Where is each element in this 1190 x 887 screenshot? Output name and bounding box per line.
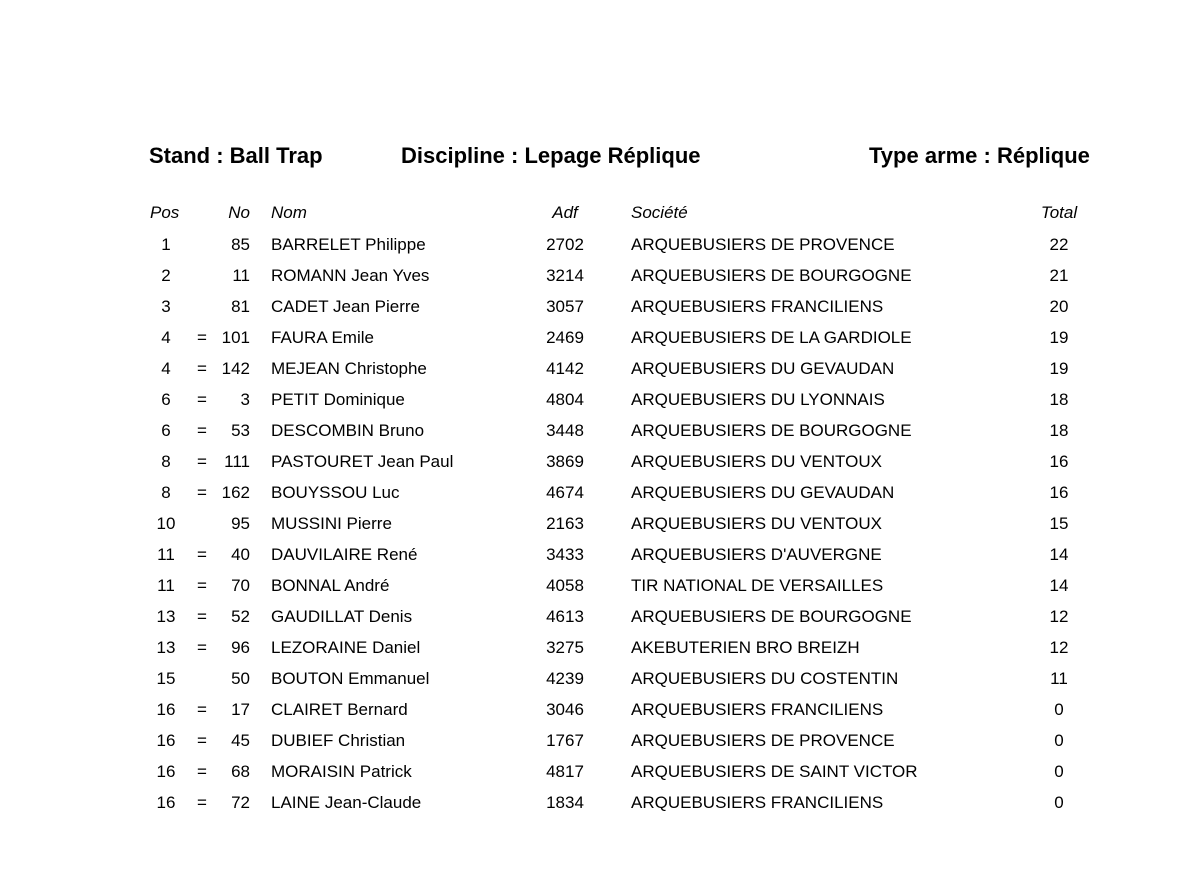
table-row <box>0 353 1190 384</box>
cell-tie-marker: = <box>197 731 207 750</box>
cell-societe: ARQUEBUSIERS DE PROVENCE <box>631 731 895 750</box>
cell-no: 111 <box>224 452 250 471</box>
cell-pos: 11 <box>157 576 175 595</box>
cell-societe: ARQUEBUSIERS DU GEVAUDAN <box>631 359 895 378</box>
cell-tie-marker: = <box>197 483 207 502</box>
cell-nom: BONNAL André <box>271 576 390 595</box>
cell-nom: CLAIRET Bernard <box>271 700 408 719</box>
cell-no: 162 <box>221 483 250 502</box>
cell-societe: ARQUEBUSIERS DE SAINT VICTOR <box>631 762 918 781</box>
cell-adf: 3046 <box>546 700 584 719</box>
cell-nom: MEJEAN Christophe <box>271 359 427 378</box>
cell-adf: 4613 <box>546 607 584 626</box>
cell-societe: ARQUEBUSIERS D'AUVERGNE <box>631 545 882 564</box>
cell-total: 22 <box>1049 235 1069 254</box>
column-header-societe: Société <box>631 203 688 222</box>
cell-no: 40 <box>231 545 250 564</box>
column-header-no: No <box>228 203 250 222</box>
table-row <box>0 229 1190 260</box>
column-header-nom: Nom <box>271 203 307 222</box>
cell-no: 68 <box>231 762 250 781</box>
cell-total: 14 <box>1049 545 1069 564</box>
cell-nom: MORAISIN Patrick <box>271 762 412 781</box>
cell-no: 142 <box>221 359 250 378</box>
table-row <box>0 384 1190 415</box>
cell-societe: ARQUEBUSIERS DE LA GARDIOLE <box>631 328 912 347</box>
cell-adf: 4674 <box>546 483 584 502</box>
cell-adf: 2702 <box>546 235 584 254</box>
cell-societe: ARQUEBUSIERS DU VENTOUX <box>631 452 882 471</box>
cell-adf: 4804 <box>546 390 584 409</box>
cell-no: 101 <box>221 328 250 347</box>
cell-tie-marker: = <box>197 390 207 409</box>
cell-tie-marker: = <box>197 452 207 471</box>
cell-total: 12 <box>1049 607 1069 626</box>
table-row <box>0 291 1190 322</box>
results-table-header <box>0 197 1190 228</box>
cell-societe: ARQUEBUSIERS DE BOURGOGNE <box>631 266 912 285</box>
cell-no: 85 <box>231 235 250 254</box>
cell-adf: 2163 <box>546 514 584 533</box>
cell-societe: ARQUEBUSIERS DU GEVAUDAN <box>631 483 895 502</box>
cell-no: 81 <box>231 297 250 316</box>
cell-societe: ARQUEBUSIERS DE BOURGOGNE <box>631 607 912 626</box>
cell-adf: 3433 <box>546 545 584 564</box>
cell-pos: 4 <box>161 328 171 347</box>
cell-nom: MUSSINI Pierre <box>271 514 392 533</box>
cell-societe: ARQUEBUSIERS DE PROVENCE <box>631 235 895 254</box>
cell-adf: 1767 <box>546 731 584 750</box>
weapon-type-title: Type arme : Réplique <box>869 143 1090 168</box>
cell-total: 0 <box>1054 700 1064 719</box>
cell-total: 16 <box>1049 483 1069 502</box>
cell-pos: 6 <box>161 421 171 440</box>
stand-title: Stand : Ball Trap <box>149 143 323 168</box>
cell-total: 12 <box>1049 638 1069 657</box>
cell-societe: ARQUEBUSIERS DU COSTENTIN <box>631 669 899 688</box>
cell-nom: BOUYSSOU Luc <box>271 483 400 502</box>
cell-pos: 8 <box>161 452 171 471</box>
cell-tie-marker: = <box>197 359 207 378</box>
cell-pos: 16 <box>156 700 176 719</box>
table-row <box>0 539 1190 570</box>
column-header-pos: Pos <box>150 203 180 222</box>
cell-total: 0 <box>1054 793 1064 812</box>
cell-adf: 3448 <box>546 421 584 440</box>
cell-tie-marker: = <box>197 638 207 657</box>
cell-nom: CADET Jean Pierre <box>271 297 420 316</box>
cell-societe: AKEBUTERIEN BRO BREIZH <box>631 638 860 657</box>
table-row <box>0 632 1190 663</box>
cell-total: 21 <box>1049 266 1069 285</box>
column-header-adf: Adf <box>552 203 578 222</box>
cell-pos: 6 <box>161 390 171 409</box>
cell-nom: PETIT Dominique <box>271 390 405 409</box>
cell-no: 72 <box>231 793 250 812</box>
cell-pos: 16 <box>156 793 176 812</box>
table-row <box>0 415 1190 446</box>
cell-tie-marker: = <box>197 545 207 564</box>
column-header-total: Total <box>1040 203 1078 222</box>
cell-total: 11 <box>1050 669 1068 688</box>
cell-pos: 1 <box>161 235 171 254</box>
table-row <box>0 601 1190 632</box>
cell-tie-marker: = <box>197 793 207 812</box>
cell-adf: 4817 <box>546 762 584 781</box>
cell-no: 95 <box>231 514 250 533</box>
cell-total: 0 <box>1054 762 1064 781</box>
table-row <box>0 260 1190 291</box>
cell-adf: 4239 <box>546 669 584 688</box>
cell-pos: 8 <box>161 483 171 502</box>
cell-pos: 13 <box>156 638 176 657</box>
cell-pos: 16 <box>156 731 176 750</box>
cell-nom: LAINE Jean-Claude <box>271 793 422 812</box>
table-row <box>0 508 1190 539</box>
cell-no: 52 <box>231 607 250 626</box>
table-row <box>0 446 1190 477</box>
cell-societe: ARQUEBUSIERS DU VENTOUX <box>631 514 882 533</box>
cell-societe: ARQUEBUSIERS DE BOURGOGNE <box>631 421 912 440</box>
table-row <box>0 725 1190 756</box>
cell-total: 0 <box>1054 731 1064 750</box>
table-row <box>0 694 1190 725</box>
table-row <box>0 322 1190 353</box>
cell-pos: 16 <box>156 762 176 781</box>
cell-pos: 3 <box>161 297 171 316</box>
cell-adf: 3869 <box>546 452 584 471</box>
cell-nom: LEZORAINE Daniel <box>271 638 421 657</box>
cell-tie-marker: = <box>197 421 207 440</box>
cell-nom: FAURA Emile <box>271 328 374 347</box>
cell-total: 15 <box>1049 514 1069 533</box>
cell-no: 11 <box>232 266 250 285</box>
cell-nom: GAUDILLAT Denis <box>271 607 413 626</box>
cell-pos: 15 <box>156 669 176 688</box>
cell-tie-marker: = <box>197 700 207 719</box>
cell-adf: 2469 <box>546 328 584 347</box>
cell-pos: 4 <box>161 359 171 378</box>
cell-adf: 1834 <box>546 793 584 812</box>
table-row <box>0 663 1190 694</box>
cell-adf: 3214 <box>546 266 584 285</box>
cell-tie-marker: = <box>197 607 207 626</box>
cell-adf: 4142 <box>546 359 584 378</box>
cell-societe: ARQUEBUSIERS DU LYONNAIS <box>631 390 885 409</box>
cell-nom: DUBIEF Christian <box>271 731 406 750</box>
table-row <box>0 477 1190 508</box>
cell-pos: 2 <box>161 266 171 285</box>
cell-nom: DAUVILAIRE René <box>271 545 418 564</box>
cell-societe: ARQUEBUSIERS FRANCILIENS <box>631 793 884 812</box>
cell-no: 50 <box>231 669 250 688</box>
cell-pos: 11 <box>157 545 175 564</box>
cell-tie-marker: = <box>197 762 207 781</box>
cell-no: 3 <box>240 390 250 409</box>
table-row <box>0 756 1190 787</box>
cell-adf: 3275 <box>546 638 584 657</box>
cell-societe: ARQUEBUSIERS FRANCILIENS <box>631 700 884 719</box>
discipline-title: Discipline : Lepage Réplique <box>401 143 701 168</box>
cell-societe: ARQUEBUSIERS FRANCILIENS <box>631 297 884 316</box>
cell-tie-marker: = <box>197 576 207 595</box>
cell-tie-marker: = <box>197 328 207 347</box>
table-row <box>0 787 1190 818</box>
cell-no: 45 <box>231 731 250 750</box>
cell-total: 18 <box>1049 390 1069 409</box>
cell-total: 16 <box>1049 452 1069 471</box>
table-row <box>0 570 1190 601</box>
cell-total: 19 <box>1049 328 1069 347</box>
cell-no: 17 <box>231 700 250 719</box>
cell-total: 20 <box>1049 297 1069 316</box>
cell-no: 96 <box>231 638 250 657</box>
cell-no: 53 <box>231 421 250 440</box>
cell-total: 18 <box>1049 421 1069 440</box>
cell-pos: 10 <box>156 514 176 533</box>
cell-pos: 13 <box>156 607 176 626</box>
cell-total: 14 <box>1049 576 1069 595</box>
cell-societe: TIR NATIONAL DE VERSAILLES <box>631 576 884 595</box>
cell-adf: 4058 <box>546 576 584 595</box>
cell-adf: 3057 <box>546 297 584 316</box>
cell-nom: DESCOMBIN Bruno <box>271 421 425 440</box>
cell-no: 70 <box>231 576 250 595</box>
cell-nom: ROMANN Jean Yves <box>271 266 430 285</box>
cell-nom: PASTOURET Jean Paul <box>271 452 454 471</box>
cell-nom: BARRELET Philippe <box>271 235 426 254</box>
cell-total: 19 <box>1049 359 1069 378</box>
cell-nom: BOUTON Emmanuel <box>271 669 430 688</box>
